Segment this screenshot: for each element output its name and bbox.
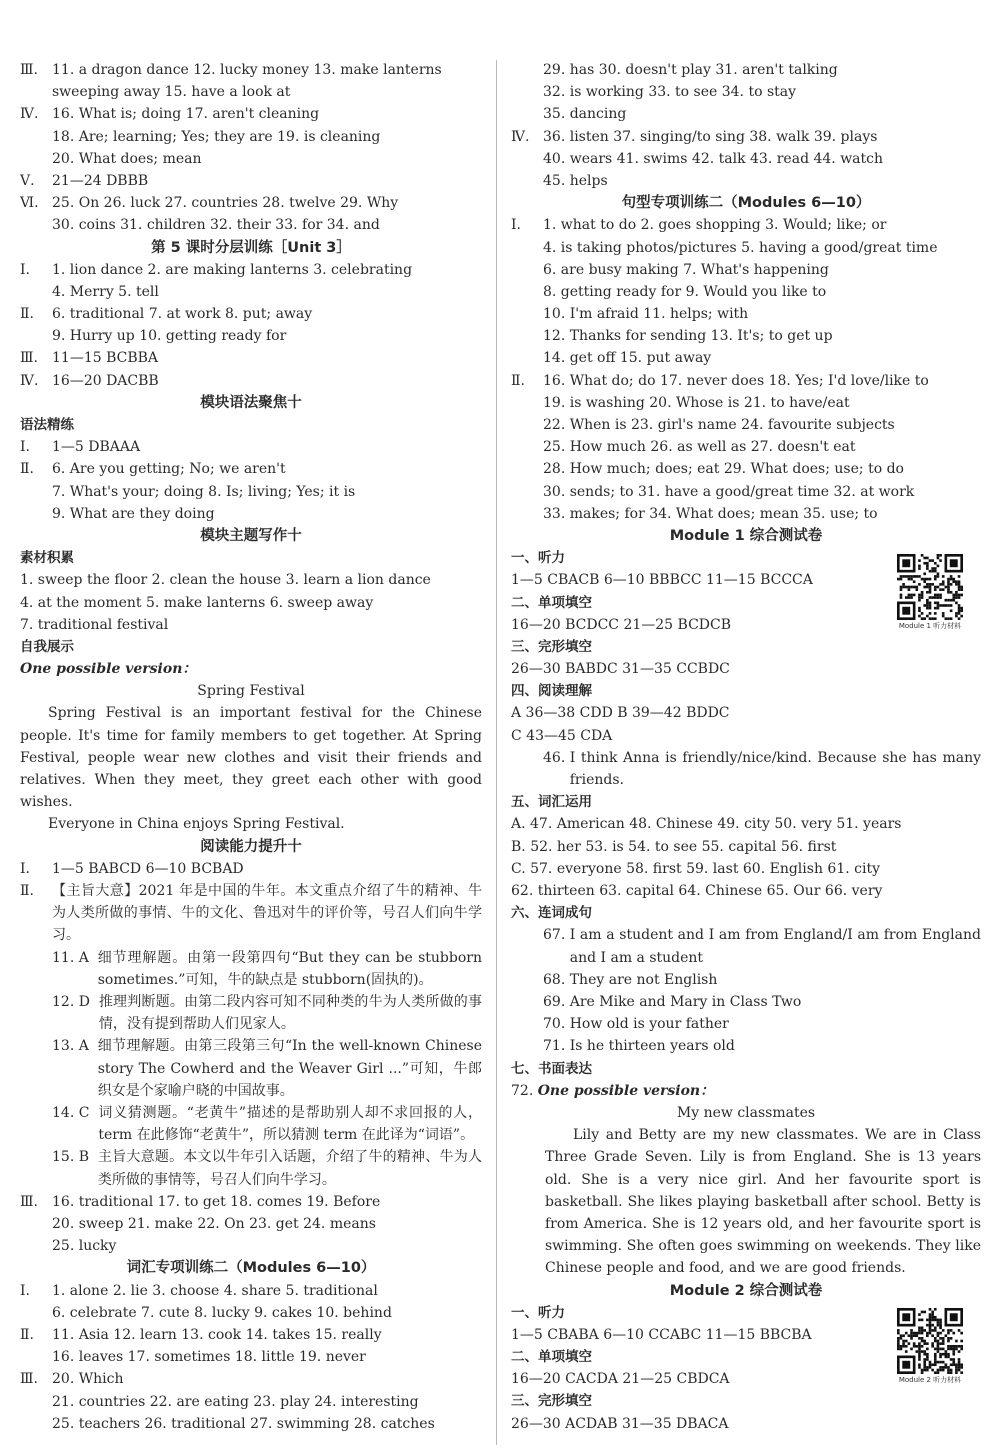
- item-number: 12. D: [52, 994, 99, 1011]
- answer-line: [20, 858, 482, 880]
- item-text: 推理判断题。由第二段内容可知不同种类的牛为人类所做的事情，没有提到帮助人们见家人。: [98, 994, 482, 1033]
- subsection-heading: 七、书面表达: [511, 1060, 592, 1077]
- section-marker: Ⅳ.: [511, 128, 530, 145]
- answer-line: 33. makes; for 34. What does; mean 35. use; to: [543, 505, 878, 522]
- item-number: 46.: [543, 749, 570, 766]
- item-text: Are Mike and Mary in Class Two: [569, 993, 802, 1010]
- answer-text: 6. Are you getting; No; we aren't: [52, 461, 286, 478]
- essay-paragraph: Lily and Betty are my new classmates. We are in Class Three Grade Seven. Lily is from England. She is 13 years old. She is a very nice girl. And her favourite sport is basketball. She likes playing basketball after school. Betty is from America. She is 12 years old, and her favourite sport is swimming. She often goes swimming on weekends. They like Chinese people and food, and we are good friends.: [545, 1127, 981, 1277]
- answer-line: [20, 1324, 482, 1346]
- section-marker: Ⅰ.: [20, 860, 30, 877]
- section-marker: Ⅲ.: [20, 62, 38, 78]
- explanation-item: [20, 1102, 482, 1146]
- qr-code-icon: [894, 1308, 966, 1374]
- answer-line: [20, 1368, 482, 1390]
- answer-line: 21. countries 22. are eating 23. play 24. interesting: [52, 1393, 419, 1410]
- answer-line: [20, 1191, 482, 1213]
- subsection-heading: 五、词汇运用: [511, 794, 592, 811]
- item-number: 70.: [543, 1016, 570, 1033]
- answer-line: [20, 436, 482, 458]
- answer-line: [20, 1280, 482, 1302]
- section-heading: 模块语法聚焦十: [200, 394, 302, 411]
- answer-line: 6. celebrate 7. cute 8. lucky 9. cakes 10. behind: [52, 1304, 392, 1321]
- answer-line: 20. sweep 21. make 22. On 23. get 24. means: [52, 1216, 376, 1233]
- item-text: I am a student and I am from England/I am from England and I am a student: [569, 927, 981, 966]
- item-text: How old is your father: [569, 1016, 729, 1033]
- item-text: Is he thirteen years old: [569, 1038, 735, 1055]
- answer-line: 1—5 CBACB 6—10 BBBCC 11—15 BCCCA: [511, 572, 813, 589]
- subsection-heading: 二、单项填空: [511, 1349, 592, 1366]
- answer-line: [20, 370, 482, 392]
- explanation-item: [511, 969, 981, 991]
- answer-line: 9. Hurry up 10. getting ready for: [52, 328, 287, 345]
- answer-line: 4. at the moment 5. make lanterns 6. sweep away: [20, 594, 374, 611]
- section-marker: Ⅱ.: [20, 1327, 34, 1343]
- answer-line: [511, 370, 981, 392]
- answer-line: 62. thirteen 63. capital 64. Chinese 65. Our 66. very: [511, 882, 883, 899]
- answer-line: 40. wears 41. swims 42. talk 43. read 44. watch: [543, 150, 884, 167]
- subsection-heading: 三、完形填空: [511, 1393, 592, 1410]
- sample-label: One possible version：: [20, 661, 197, 678]
- answer-line: 9. What are they doing: [52, 505, 215, 522]
- explanation-item: [20, 991, 482, 1035]
- sample-label-line: [511, 1080, 981, 1102]
- answer-text: 11. Asia 12. learn 13. cook 14. takes 15. really: [52, 1327, 382, 1343]
- section-heading: 第 5 课时分层训练［Unit 3］: [151, 239, 351, 256]
- essay-body: [511, 1124, 981, 1279]
- answer-line: 10. I'm afraid 11. helps; with: [543, 306, 749, 323]
- essay-title: My new classmates: [676, 1104, 816, 1121]
- answer-line: C. 57. everyone 58. first 59. last 60. English 61. city: [511, 860, 880, 877]
- subsection-heading: 素材积累: [20, 550, 74, 567]
- answer-line: 8. getting ready for 9. Would you like to: [543, 283, 827, 300]
- answer-line: [20, 347, 482, 369]
- item-number: 13. A: [52, 1038, 98, 1055]
- answer-text: 36. listen 37. singing/to sing 38. walk 39. plays: [543, 128, 878, 145]
- answer-line: 7. What's your; doing 8. Is; living; Yes; it is: [52, 483, 356, 500]
- section-marker: Ⅲ.: [20, 1193, 38, 1210]
- qr-code-icon: [894, 554, 966, 620]
- answer-line: 4. Merry 5. tell: [52, 283, 159, 300]
- answer-line: 30. sends; to 31. have a good/great time 32. at work: [543, 483, 915, 500]
- item-number: 69.: [543, 993, 570, 1010]
- answer-line: 20. What does; mean: [52, 150, 202, 167]
- section-heading: 阅读能力提升十: [200, 838, 302, 855]
- answer-line: A. 47. American 48. Chinese 49. city 50. very 51. years: [511, 816, 902, 833]
- answer-line: [20, 259, 482, 281]
- answer-line: 26—30 BABDC 31—35 CCBDC: [511, 661, 730, 678]
- essay-body: [20, 702, 482, 835]
- answer-line: 26—30 ACDAB 31—35 DBACA: [511, 1415, 729, 1432]
- subsection-heading: 六、连词成句: [511, 905, 592, 922]
- section-heading: Module 1 综合测试卷: [669, 527, 823, 544]
- essay-paragraph: Spring Festival is an important festival for the Chinese people. It's time for family members to get together. At Spring Festival, people wear new clothes and visit their friends and relatives. When they meet, they greet each other with good wishes.: [20, 705, 482, 811]
- answer-line: sweeping away 15. have a look at: [52, 84, 291, 101]
- explanation-item: [20, 947, 482, 991]
- section-marker: Ⅱ.: [511, 372, 525, 389]
- subsection-heading: 一、听力: [511, 1304, 565, 1321]
- item-number: 72.: [511, 1082, 538, 1099]
- answer-text: 1. lion dance 2. are making lanterns 3. celebrating: [52, 261, 413, 278]
- answer-line: B. 52. her 53. is 54. to see 55. capital 56. first: [511, 838, 837, 855]
- answer-line: [20, 59, 482, 81]
- essay-title: Spring Festival: [197, 683, 305, 700]
- subsection-heading: 语法精练: [20, 417, 74, 433]
- answer-line: [20, 458, 482, 480]
- explanation-item: [511, 924, 981, 968]
- answer-text: 11—15 BCBBA: [52, 350, 159, 367]
- qr-caption: Module 2 听力材料: [898, 1376, 962, 1384]
- module1-qr-code[interactable]: [893, 554, 967, 632]
- section-marker: Ⅱ.: [20, 306, 34, 323]
- answer-line: C 43—45 CDA: [511, 727, 613, 744]
- answer-line: 35. dancing: [543, 106, 627, 123]
- qr-caption: Module 1 听力材料: [898, 622, 962, 630]
- answer-line: 16. leaves 17. sometimes 18. little 19. never: [52, 1349, 366, 1366]
- section-marker: Ⅴ.: [20, 172, 35, 189]
- section-marker: Ⅰ.: [20, 439, 30, 456]
- subsection-heading: 二、单项填空: [511, 594, 592, 611]
- subsection-heading: 四、阅读理解: [511, 683, 592, 700]
- answer-line: [20, 103, 482, 125]
- answer-line: 14. get off 15. put away: [543, 350, 712, 367]
- explanation-item: [511, 991, 981, 1013]
- answer-text: 20. Which: [52, 1371, 124, 1388]
- item-number: 14. C: [52, 1105, 99, 1122]
- explanation-item: [20, 1035, 482, 1102]
- item-number: 68.: [543, 971, 570, 988]
- answer-text: 25. On 26. luck 27. countries 28. twelve 29. Why: [52, 195, 399, 212]
- answer-text: 11. a dragon dance 12. lucky money 13. make lanterns: [52, 62, 442, 78]
- column-divider: [496, 60, 497, 1445]
- answer-line: 4. is taking photos/pictures 5. having a good/great time: [543, 239, 938, 256]
- answer-line: 16—20 BCDCC 21—25 BCDCB: [511, 616, 732, 633]
- answer-line: 18. Are; learning; Yes; they are 19. is cleaning: [52, 128, 381, 145]
- section-marker: Ⅰ.: [511, 217, 521, 234]
- item-text: I think Anna is friendly/nice/kind. Because she has many friends.: [569, 749, 981, 789]
- answer-line: 25. teachers 26. traditional 27. swimming 28. catches: [52, 1415, 435, 1432]
- item-text: 细节理解题。由第一段第四句“But they can be stubborn sometimes.”可知，牛的缺点是 stubborn(固执的)。: [97, 949, 482, 988]
- section-marker: Ⅱ.: [20, 461, 34, 478]
- right-column: [511, 59, 981, 1435]
- answer-text: 1—5 BABCD 6—10 BCBAD: [52, 860, 244, 877]
- answer-text: 16. What do; do 17. never does 18. Yes; I'd love/like to: [543, 372, 929, 389]
- answer-line: [20, 303, 482, 325]
- answer-text: 1. what to do 2. goes shopping 3. Would; like; or: [543, 217, 887, 234]
- section-heading: 词汇专项训练二（Modules 6—10）: [126, 1260, 376, 1277]
- answer-line: 19. is washing 20. Whose is 21. to have/eat: [543, 394, 850, 411]
- section-marker: Ⅰ.: [20, 261, 30, 278]
- item-number: 71.: [543, 1038, 570, 1055]
- item-number: 67.: [543, 927, 570, 944]
- item-text: 词义猜测题。“老黄牛”描述的是帮助别人却不求回报的人，term 在此修饰“老黄牛”，所以猜测 term 在此译为“词语”。: [98, 1105, 482, 1144]
- subsection-heading: 一、听力: [511, 550, 565, 567]
- section-marker: Ⅲ.: [20, 350, 38, 367]
- answer-line: 16—20 CACDA 21—25 CBDCA: [511, 1371, 730, 1388]
- answer-line: 28. How much; does; eat 29. What does; use; to do: [543, 461, 904, 478]
- section-marker: Ⅳ.: [20, 106, 39, 123]
- answer-line: [511, 214, 981, 236]
- subsection-heading: 自我展示: [20, 638, 74, 655]
- summary-text: 【主旨大意】2021 年是中国的牛年。本文重点介绍了牛的精神、牛为人类所做的事情、牛的文化、鲁迅对牛的评价等，号召人们向牛学习。: [52, 883, 482, 944]
- answer-line: A 36—38 CDD B 39—42 BDDC: [511, 705, 730, 722]
- answer-line: 7. traditional festival: [20, 616, 169, 633]
- section-marker: Ⅱ.: [20, 883, 34, 900]
- answer-line: 29. has 30. doesn't play 31. aren't talking: [543, 62, 838, 78]
- answer-line: 22. When is 23. girl's name 24. favourite subjects: [543, 417, 895, 433]
- subsection-heading: 三、完形填空: [511, 638, 592, 655]
- item-text: They are not English: [569, 971, 718, 988]
- answer-line: 12. Thanks for sending 13. It's; to get up: [543, 328, 833, 345]
- section-heading: Module 2 综合测试卷: [669, 1282, 823, 1299]
- item-number: 11. A: [52, 949, 98, 966]
- answer-line: 6. are busy making 7. What's happening: [543, 261, 829, 278]
- section-heading: 句型专项训练二（Modules 6—10）: [621, 195, 871, 212]
- essay-paragraph: Everyone in China enjoys Spring Festival.: [48, 816, 345, 833]
- sample-label: One possible version：: [537, 1082, 715, 1099]
- item-number: 15. B: [52, 1149, 98, 1166]
- answer-line: [20, 192, 482, 214]
- item-text: 主旨大意题。本文以牛年引入话题，介绍了牛的精神、牛为人类所做的事情等，号召人们向牛学习。: [97, 1149, 482, 1188]
- answer-text: 6. traditional 7. at work 8. put; away: [52, 306, 313, 323]
- answer-line: 30. coins 31. children 32. their 33. for 34. and: [52, 217, 380, 234]
- answer-line: 25. How much 26. as well as 27. doesn't eat: [543, 439, 856, 456]
- explanation-item: [511, 1013, 981, 1035]
- explanation-item: [511, 747, 981, 791]
- section-marker: Ⅰ.: [20, 1282, 30, 1299]
- section-marker: Ⅵ.: [20, 195, 39, 212]
- summary-block: [20, 880, 482, 947]
- answer-text: 16. traditional 17. to get 18. comes 19. Before: [52, 1193, 381, 1210]
- answer-line: [511, 126, 981, 148]
- module2-qr-code[interactable]: [893, 1308, 967, 1386]
- left-column: [20, 59, 482, 1435]
- answer-text: 16. What is; doing 17. aren't cleaning: [52, 106, 320, 123]
- answer-line: 1. sweep the floor 2. clean the house 3. learn a lion dance: [20, 572, 431, 589]
- answer-line: 32. is working 33. to see 34. to stay: [543, 84, 797, 101]
- answer-text: 21—24 DBBB: [52, 172, 149, 189]
- answer-line: 25. lucky: [52, 1238, 117, 1255]
- item-text: 细节理解题。由第三段第三句“In the well-known Chinese story The Cowherd and the Weaver Girl ...”可知，牛郎织女是个家喻户晓的中国故事。: [97, 1038, 482, 1099]
- answer-line: 1—5 CBABA 6—10 CCABC 11—15 BBCBA: [511, 1326, 812, 1343]
- section-marker: Ⅳ.: [20, 372, 39, 389]
- answer-text: 16—20 DACBB: [52, 372, 159, 389]
- answer-text: 1—5 DBAAA: [52, 439, 141, 456]
- section-heading: 模块主题写作十: [200, 527, 302, 544]
- section-marker: Ⅲ.: [20, 1371, 38, 1388]
- answer-line: 45. helps: [543, 172, 608, 189]
- explanation-item: [511, 1035, 981, 1057]
- answer-text: 1. alone 2. lie 3. choose 4. share 5. traditional: [52, 1282, 378, 1299]
- answer-line: [20, 170, 482, 192]
- explanation-item: [20, 1146, 482, 1190]
